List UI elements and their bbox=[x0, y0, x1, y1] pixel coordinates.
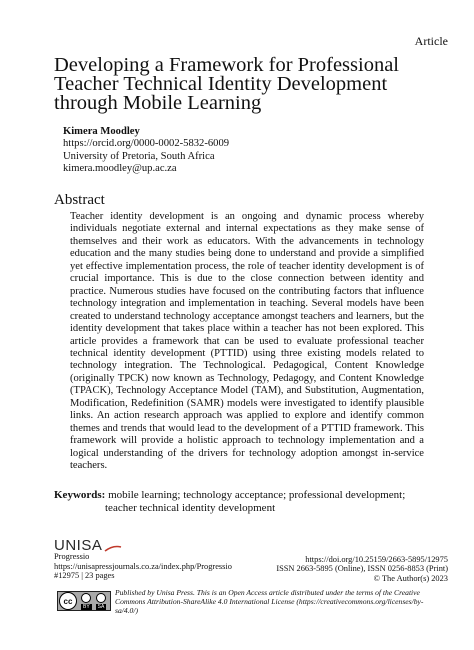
creative-commons-icon: cc bbox=[59, 592, 77, 610]
unisa-swoosh-icon bbox=[104, 545, 122, 553]
person-icon bbox=[81, 593, 91, 603]
share-alike-circle-icon bbox=[96, 593, 106, 603]
share-alike-icon bbox=[96, 593, 107, 610]
cc-by-sa-license-badge[interactable] bbox=[57, 591, 111, 611]
author-orcid-link[interactable]: https://orcid.org/0000-0002-5832-6009 bbox=[63, 138, 230, 150]
author-name: Kimera Moodley bbox=[63, 126, 140, 137]
sa-label: SA bbox=[97, 603, 105, 610]
journal-name: Progressio bbox=[54, 552, 90, 562]
author-affiliation: University of Pretoria, South Africa bbox=[63, 150, 215, 162]
author-block bbox=[63, 126, 229, 175]
issn-info: ISSN 2663-5895 (Online), ISSN 0256-8853 (Print) bbox=[276, 564, 448, 574]
abstract-heading: Abstract bbox=[54, 192, 105, 208]
copyright-notice: © The Author(s) 2023 bbox=[373, 573, 448, 583]
attribution-icon bbox=[81, 593, 92, 610]
keywords-line-2: teacher technical identity development bbox=[105, 501, 276, 514]
keywords-line-1: mobile learning; technology acceptance; professional development; bbox=[108, 489, 406, 501]
license-statement: Published by Unisa Press. This is an Open Access article distributed under the terms of the Creative Commons Attribution-ShareAlike 4.0 International License (https://creativecommons.org/licenses/by-sa/4.0/) bbox=[115, 588, 424, 615]
unisa-logo bbox=[54, 537, 103, 554]
keywords-label: Keywords: bbox=[54, 489, 106, 501]
by-label: BY bbox=[83, 603, 90, 610]
journal-url-link[interactable]: https://unisapressjournals.co.za/index.php/Progressio bbox=[54, 561, 232, 571]
abstract-text: Teacher identity development is an ongoing and dynamic process whereby individuals negotiate external and internal expectations as they make sense of themselves and their work as educators. With the advancements in technology education and the many studies being done to understand and provide a simplified yet effective implementation process, the role of teacher identity development is of crucial importance. This is due to the close connection between identity and practice. Numerous studies have focused on the contributing factors that influence technology integration and implementation in teaching. Several models have been created to understand technology acceptance amongst teachers and learners, but the identity development that takes place within a teacher has not been explored. This article provides a framework that can be used to evaluate professional teacher technical identity development (PTTID) using three existing models related to technology integration. The Technological. Pedagogical, Content Knowledge (originally TPCK) now known as Technology, Pedagogy, and Content Knowledge (TPACK), Technology Acceptance Model (TAM), and Substitution, Augmentation, Modification, Redefinition (SAMR) models were investigated to identify plausible links. An action research approach was applied to explore and identify common themes and trends that would lead to the development of a PTTID framework. This framework will provide a holistic approach to technology implementation and a logical understanding of the drivers for technology adoption amongst in-service teachers. bbox=[70, 211, 424, 472]
article-title: Developing a Framework for Professional Teacher Technical Identity Development through Mobile Learning bbox=[54, 54, 399, 114]
unisa-logo-text: UNISA bbox=[54, 537, 103, 554]
author-email-link[interactable]: kimera.moodley@up.ac.za bbox=[63, 162, 177, 174]
article-type-label: Article bbox=[414, 34, 448, 48]
footer-journal-info bbox=[54, 537, 232, 580]
article-number: #12975 | 23 pages bbox=[54, 570, 115, 580]
footer-publication-info bbox=[276, 555, 448, 583]
doi-link[interactable]: https://doi.org/10.25159/2663-5895/12975 bbox=[305, 555, 448, 564]
keywords-section bbox=[54, 489, 434, 514]
